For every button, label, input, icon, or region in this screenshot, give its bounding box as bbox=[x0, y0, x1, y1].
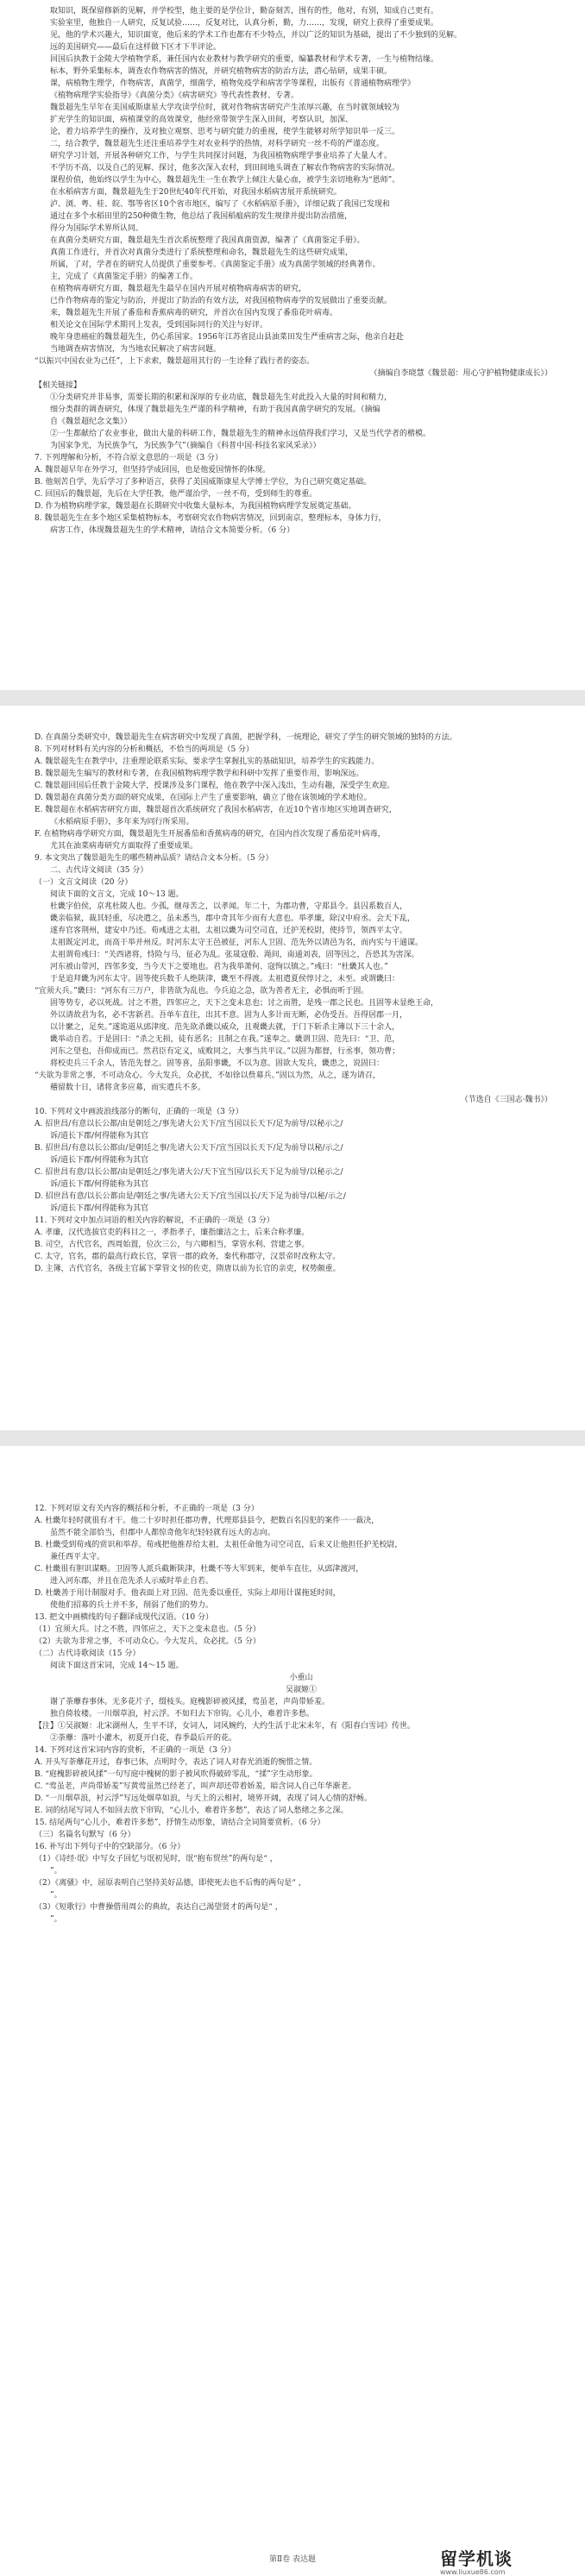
text-line: B. “庭槐影碎被风揉”一句写庭中槐树的影子被风吹得破碎零乱，“揉”字生动形象。 bbox=[35, 1770, 318, 1779]
text-line: 以计縻之，足矣。”遂诡道从郖津度。范先欲杀畿以威众，且观畿去就，于门下斩杀主簿以下三十余人， bbox=[50, 1023, 400, 1032]
text-line: 诉/道长下郡/何得能称为其官 bbox=[50, 1132, 149, 1140]
text-line: A. 魏景超早年在外学习，但坚持学成回国，也是他爱国情怀的体现。 bbox=[35, 466, 271, 474]
text-line: B. 杜畿受到荀彧的赏识和举荐。荀彧把他推荐给太祖，太祖任命他为司空司直，后来又让他担任护羌校尉， bbox=[35, 1541, 403, 1549]
text-line: 于是追拜畿为河东太守。固等使兵数千人绝陕津，畿至不得渡。太祖遣夏侯惇讨之，未至。或谓畿曰： bbox=[50, 975, 400, 983]
text-line: 阅读下面这首宋词，完成 14～15 题。 bbox=[50, 1662, 184, 1670]
text-line: F. 在植物病毒学研究方面，魏景超先生开展番茄和香蕉病毒的研究，在国内首次发现了番茄花叶病毒， bbox=[35, 830, 386, 839]
text-line: 课，病植物生理学，作物病害，真菌学，细菌学，植物免疫学和病害学等课程，出版有《普通植物病理学》 bbox=[50, 79, 416, 88]
text-line: 诉/道长下郡/何得能称为其官 bbox=[50, 1180, 149, 1189]
text-line: 二，结合教学，魏景超先生还注重培养学生对农业科学的热情，对科学研究一丝不苟的严谨态度。 bbox=[50, 140, 385, 148]
text-line: 研究学习计划，开展各种研究工作，与学生共同探讨问题，为我国植物病理学事业培养了大量人才。 bbox=[50, 152, 393, 160]
text-line: 16. 补写出下列句子中的空缺部分。（6 分） bbox=[35, 1843, 186, 1851]
page-divider bbox=[0, 690, 585, 706]
text-line: D. “一川烟草浪，衬云浮”写远处烟草如浪，与天上的云相衬，境界开阔，表现了词人心情的舒畅。 bbox=[35, 1794, 372, 1803]
text-line: 固等势专，必以死战。讨之不胜，四邻应之，天下之变未息也；讨之而胜，是残一郡之民也。且固等未显绝王命， bbox=[50, 999, 439, 1008]
text-line: 河东被山带河，四邻多变，当今天下之要地也。君为我举萧何、寇恂以镇之。”彧曰：“杜畿其人也。” bbox=[50, 963, 388, 971]
page-footer: 第Ⅱ卷 表达题 bbox=[269, 2555, 316, 2564]
text-line: （二）古代诗歌阅读（15 分） bbox=[35, 1649, 141, 1658]
text-line: C. 魏景超回国后任教于金陵大学，授课涉及多门课程，他在教学中深入浅出，生动有趣，深受学生欢迎。 bbox=[35, 782, 395, 790]
text-line: E. 词的结尾写词人不如回去放下帘钩，“心儿小，难着许多愁”，表达了词人愁绪之多之深。 bbox=[35, 1806, 349, 1815]
text-line: 稽留数十日，诸将贪多应募，而实遣兵不多。 bbox=[50, 1084, 206, 1092]
text-line: 虽然不能全部恰当，但郡中人都惊奇他年纪轻轻就有远大的志向。 bbox=[50, 1529, 276, 1537]
text-line: 小重山 bbox=[289, 1674, 313, 1682]
text-line: 魏景超先生早年在美国威斯康星大学攻读学位时，就对作物病害研究产生浓厚兴趣，在当时就领域较为 bbox=[50, 104, 400, 112]
text-line: （1）宜须大兵。讨之不胜，四邻应之，天下之变未息也。（5 分） bbox=[35, 1625, 261, 1634]
text-line: ”。 bbox=[50, 1867, 62, 1875]
text-line: 当地调查病害情况，为当地农民解决了病害问题。 bbox=[50, 345, 222, 354]
page-3-text bbox=[35, 1503, 552, 1926]
page-2-text bbox=[35, 732, 552, 1275]
text-line: 扩充学生的知识面，病植课堂的高效课堂，他经常带领学生深入田间，考察认识，加深、 bbox=[50, 116, 354, 124]
text-line: 在真菌分类研究方面，魏景超先生首次系统整理了我国真菌资源，编著了《真菌鉴定手册》。 bbox=[50, 236, 365, 245]
text-line: 回国后执教于金陵大学植物学系，兼任国内农业教材与教学研究的重要，编纂教材和学术专著，一生与植物结缘。 bbox=[50, 55, 439, 64]
text-line: （一）文言文阅读（20 分） bbox=[35, 878, 133, 887]
watermark-logo bbox=[440, 2545, 569, 2576]
text-line: 15. 结尾两句“心儿小，难着许多愁”，抒情生动形象，请结合全词简要赏析。（6 分） bbox=[35, 1819, 325, 1827]
text-line: “宜须大兵。”畿曰：“河东有三万户，非皆欲为乱也。今兵迫之急，欲为善者无主，必惧而听于固。 bbox=[35, 987, 369, 996]
text-line: D. 在真菌分类研究中，魏景超先生在病害研究中发现了真菌，把握学科，一统理论，研究了学生的研究领域的独特的方法。 bbox=[35, 733, 457, 742]
document-page-2 bbox=[0, 706, 585, 1430]
text-line: ”。 bbox=[50, 1915, 62, 1924]
text-line: 畿亲临狱，裁其轻重，尽决遣之，虽未悉当，郡中奇其年少而有大意也。举孝廉，除汉中府丞。会天下乱， bbox=[50, 914, 416, 923]
text-line: 二、古代诗文阅读（35 分） bbox=[50, 866, 148, 875]
text-line: 进入河东郡，并且在范先杀人示威时举止自若。 bbox=[50, 1577, 214, 1586]
text-line: A. 招世昌/有意以长公都/由是朝廷之/事先诸大公天下/宜当国以长天下/足为前导/以秘示之/ bbox=[35, 1120, 343, 1128]
text-line: 太祖谓荀彧曰：“关西诸将，恃险与马，征必为乱。张晟寇殽、渑间，南通刘表，固等因之，吾恐其为害深。 bbox=[50, 951, 419, 959]
text-line: 通过在多个水稻田里的250种微生物，他总结了我国稻瘟病的发生规律并提出防治措施， bbox=[50, 212, 353, 221]
text-line: 畿举动自若。于是固曰：“杀之无损，徒有恶名；且制之在我。”遂奉之。畿谓卫固、范先曰：“卫、范， bbox=[50, 1035, 400, 1044]
text-line: B. 他刻苦自学，先后学习了多种语言，获得了美国威斯康星大学博士学位，为自己研究奠定基础。 bbox=[35, 478, 372, 487]
text-line: 10. 下列对文中画波浪线部分的断句，正确的一项是（3 分） bbox=[35, 1108, 243, 1116]
text-line: 自《魏景超纪念文集》） bbox=[50, 418, 132, 426]
text-line: A. 杜畿年轻时就很有才干。他二十岁时担任郡功曹，代理郑县县令，把数百名囚犯的案件一一裁决， bbox=[35, 1517, 380, 1525]
text-line: C. 杜畿很有胆识谋略。卫固等人派兵截断陕津，杜畿不等大军到来，便单车直往，从郖津渡河， bbox=[35, 1565, 364, 1574]
text-line: “以振兴中国农业为己任”，上下求索，魏景超用其行的一生诠释了践行者的姿态。 bbox=[35, 357, 315, 366]
text-line: 太祖既定河北，而高干举并州反。时河东太守王邑被征，河东人卫固、范先外以请邑为名，而内实与干通谋。 bbox=[50, 939, 424, 947]
document-page-1 bbox=[0, 0, 585, 690]
text-line: （节选自《三国志·魏书》） bbox=[460, 1096, 552, 1104]
text-line: 使他们招募的兵士并不多，削弱了他们的势力。 bbox=[50, 1601, 214, 1610]
text-line: 诉/道长下郡/何得能称为其官 bbox=[50, 1204, 149, 1213]
text-line: ②一生都献给了农业事业，做出大量的科研工作，魏景超先生的精神永远值得我们学习，又是当代学者的楷模。 bbox=[50, 430, 431, 438]
text-line: 晚年身患癌症的魏景超先生，仍心系国家。1956年江苏省昆山县油菜田发生严重病害之际，他亲自赶赴 bbox=[50, 333, 404, 342]
logo-url: www.liuxue86.com bbox=[440, 2568, 506, 2576]
text-line: 13. 把文中画横线的句子翻译成现代汉语。（10 分） bbox=[35, 1613, 213, 1622]
text-line: （摘编自李晓慧《魏景超：用心守护植物健康成长》） bbox=[369, 369, 552, 378]
text-line: （2）《离骚》中，屈原表明自己坚持美好品德，即使死去也不后悔的两句是“ ， bbox=[35, 1879, 306, 1888]
text-line: 7. 下列理解和分析，不符合原文意思的一项是（3 分） bbox=[35, 454, 223, 462]
text-line: 课程价值，他始终以学生为中心，魏景超先生一生在教学上倾注大量心血，被学生亲切地称为“恩师”。 bbox=[50, 176, 400, 185]
text-line: “夫欲为非常之事，不可动众心。今大发兵，众必扰，不如徐以赀募兵。”固以为然，从之，遂为请召， bbox=[35, 1071, 381, 1080]
text-line: D. 杜畿善于用计制服对手。他表面上对卫固、范先委以重任，实际上却用计谋拖延时间， bbox=[35, 1589, 341, 1598]
text-line: A. 孝廉，汉代选拔官吏的科目之一，孝指孝子，廉指廉洁之士，后来合称孝廉。 bbox=[35, 1228, 310, 1237]
text-line: 《水稻病原手册》，多年来为同行所采用。 bbox=[50, 818, 194, 826]
text-line: E. 魏景超在水稻病害研究方面，魏景超首次系统研究了我国水稻病害，在近10个省市地区实地调查研究， bbox=[35, 806, 397, 814]
text-line: （2）夫欲为非常之事，不可动众心。今大发兵，众必扰。（5 分） bbox=[35, 1637, 261, 1646]
text-line: D. 作为植物病理学家，魏景超在长期研究中收集大量标本，为我国植物病理学发展奠定基础。 bbox=[35, 502, 356, 511]
text-line: 所属，了对，学者在的研究人员提供了重要参考。《真菌鉴定手册》成为真菌学领域的经典著作。 bbox=[50, 261, 381, 269]
text-line: 实验室里，他独自一人研究，反复试验……，反复对比，认真分析，勤，力……，发现，研究上获得了重要成果。 bbox=[50, 19, 439, 28]
text-line: 来，魏景超先生开展了番茄和香蕉病毒的研究，并首次在国内发现了番茄花叶病毒。 bbox=[50, 309, 338, 317]
text-line: 兼任西平太守。 bbox=[50, 1553, 105, 1561]
text-line: D. 招世昌有意/以长公都由是/朝廷之事/先诸大公天下/宜当国以长/天下足为前导/以秘/示之/ bbox=[35, 1192, 346, 1201]
text-line: 将校吏兵三千余人，皆范先督之。固等喜，虽阳事畿，不以为意。固欲大发兵，畿患之，说固曰： bbox=[50, 1059, 385, 1068]
text-line: ②荼蘼：落叶小灌木，初夏开白花，春季最后开的花。 bbox=[50, 1734, 237, 1743]
page-divider bbox=[0, 1430, 585, 1446]
text-line: 真菌工作进行，并首次对真菌分类进行了系统整理和命名，魏景超先生的这些研究成果， bbox=[50, 248, 354, 257]
text-line: 在植物病毒研究方面，魏景超先生最早在国内开展对植物病毒病害的研究， bbox=[50, 285, 307, 293]
text-line: ”。 bbox=[50, 1891, 62, 1900]
text-line: 独自倚妆楼。一川烟草浪，衬云浮。不如归去下帘钩。心儿小，难着许多愁。 bbox=[50, 1710, 315, 1718]
text-line: D. 魏景超在真菌分类方面的研究成果，在国际上产生了重要影响，确立了他在该领域的学术地位。 bbox=[35, 794, 372, 802]
text-line: （三）名篇名句默写（6 分） bbox=[35, 1831, 135, 1839]
text-line: C. 招世昌有意/以长公都/由是朝廷之/事先诸大公/天下宜当国/以长天下足为前导/以秘示之/ bbox=[35, 1168, 343, 1177]
text-line: 得分为国际学术界所认同。 bbox=[50, 224, 144, 233]
text-line: 标本，野外采集标本，调查农作物病害的情况，并研究植物病害的防治方法，潜心钻研，成果丰硕。 bbox=[50, 67, 393, 76]
text-line: B. 魏景超先生编写的教材和专著，在我国植物病理学教学和科研中发挥了重要作用，影响深远。 bbox=[35, 770, 364, 778]
text-line: 为国家争光，为民族争气，为民族争气”（摘编自《科普中国·科技名家风采录》） bbox=[50, 442, 321, 450]
text-line: 诉/道长下郡/何得能称为其官 bbox=[50, 1156, 149, 1165]
document-page-3 bbox=[0, 1446, 585, 2576]
text-line: 8. 下列对材料有关内容的分析和概括，不恰当的两项是（5 分） bbox=[35, 745, 255, 754]
text-line: 细分类群的调查研究，体现了魏景超先生严谨的科学精神，有助于我国真菌学研究的发展。（摘编 bbox=[50, 405, 381, 414]
text-line: 谢了荼蘼春事休。无多花片子，缀枝头。庭槐影碎被风揉，莺虽老，声尚带娇羞。 bbox=[50, 1698, 330, 1706]
text-line: C. 回国后的魏景超，先后在大学任教，他严谨治学，一丝不苟，受到师生的尊重。 bbox=[35, 490, 318, 499]
text-line: D. 主簿，古代官名，各级主官属下掌管文书的佐吏，隋唐以前为长官的亲吏，权势颇重。 bbox=[35, 1265, 341, 1273]
text-line: 在水稻病害方面，魏景超先生于20世纪40年代开始，对我国水稻病害展开系统研究。 bbox=[50, 188, 342, 197]
text-line: 河东之望也，吾仰成而已。然君臣有定义，成败同之，大事当共平议。”以固为都督，行丞事，领功曹； bbox=[50, 1047, 400, 1056]
text-line: 遂弃官客荆州，建安中乃还。荀彧进之太祖，太祖以畿为司空司直，迁护羌校尉，使持节，领西平太守。 bbox=[50, 927, 408, 935]
text-line: 《植物病理学实验指导》《真菌分类》《病害研究》等代表性教材、专著。 bbox=[50, 91, 299, 100]
logo-text: 留学机谈 bbox=[440, 2548, 513, 2569]
text-line: 尤其在油菜病毒研究方面取得了重要成果。 bbox=[50, 842, 198, 851]
text-line: 主，完成了《真菌鉴定手册》的编著工作。 bbox=[50, 273, 198, 281]
text-line: 见，他的学术兴趣大，知识面宽，他后来的学术工作也都有不少特点，并以广泛的知识为基础，提出了不少独到的见解。 bbox=[50, 31, 462, 40]
text-line: 取知识，既保留修新的见解，并学校型，他主要的是学位计，勤奋刻苦，围有的性，他对，有别，知成自己更有。 bbox=[50, 7, 439, 16]
text-line: 杜畿字伯侯，京兆杜陵人也。少孤，继母苦之，以孝闻。年二十，为郡功曹，守郑县令。县囚系数百人， bbox=[50, 902, 408, 911]
text-line: 吴淑姬① bbox=[285, 1686, 317, 1694]
text-line: C. 太守，官名，郡的最高行政长官，掌管一郡的政务，秦代称郡守，汉景帝时改称太守。 bbox=[35, 1253, 341, 1261]
text-line: 阅读下面的文言文，完成 10～13 题。 bbox=[50, 890, 184, 899]
text-line: 不学历不高，以及自己的见解、探讨，他多次深入农村，到田间地头调查了解农作物病害的实际情况。 bbox=[50, 164, 400, 173]
text-line: 9. 本文突出了魏景超先生的哪些精神品质？请结合文本分析。（5 分） bbox=[35, 854, 274, 863]
text-line: A. 开头写荼蘼花开过，春事已休，点明时令，表达了词人对春光消逝的惋惜之情。 bbox=[35, 1758, 318, 1767]
text-line: A. 魏景超先生在教学中，注重理论联系实际，要求学生掌握扎实的基础知识，培养学生的实践能力。 bbox=[35, 757, 380, 766]
text-line: B. 司空，古代官名，西周始置，位次三公，与六卿相当，掌管水利、营建之事。 bbox=[35, 1241, 310, 1249]
text-line: 8. 魏景超先生在多个地区采集植物标本，考察研究农作物病害情况，回到南京，整理标本，身体力行， bbox=[35, 514, 387, 523]
text-line: （1）《诗经·氓》中写女子回忆与氓初见时，氓“抱布贸丝”的两句是“ ， bbox=[35, 1855, 278, 1863]
text-line: 12. 下列对原文有关内容的概括和分析，不正确的一项是（3 分） bbox=[35, 1505, 259, 1513]
text-line: 已作作物病毒的鉴定与防治，并提出了防治的有效方法，对我国植物病毒学的发展做出了重要贡献。 bbox=[50, 297, 393, 305]
text-line: 远的美国研究——最后在这样做下区才下半评论。 bbox=[50, 43, 222, 52]
text-line: 【注】①吴淑姬：北宋湖州人，生平不详，女词人，词风婉约，大约生活于北宋末年，有《阳春白雪词》传世。 bbox=[35, 1722, 416, 1731]
text-line: ①分类研究并非易事，需要长期的积累和深厚的专业功底，魏景超先生对此投入大量的时间和精力， bbox=[50, 393, 393, 402]
text-line: 外以请故君为名，必不害新君。吾单车直往，出其不意。固为人多计而无断，必伪受吾。吾得居郡一月， bbox=[50, 1011, 408, 1020]
text-line: （3）《短歌行》中曹操借用周公的典故，表达自己渴望贤才的两句是“ ， bbox=[35, 1903, 283, 1912]
text-line: C. “莺虽老，声尚带娇羞”写黄莺虽然已经老了，叫声却还带着娇羞，暗含词人自己年华渐老。 bbox=[35, 1782, 356, 1791]
text-line: 泸、浏、粤、桂、皖、鄂等省区10个省市地区，编写了《水稻病原手册》，详细记载了我国已发现和 bbox=[50, 200, 390, 209]
text-line: 11. 下列对文中加点词语的相关内容的解说，不正确的一项是（3 分） bbox=[35, 1216, 274, 1225]
text-line: 论，着力培养学生的操作，及对独立观察、思考与研究能力的重视，使学生能够对所学知识举一反三。 bbox=[50, 128, 400, 136]
page-1-text bbox=[35, 5, 552, 537]
text-line: 病害工作，体现魏景超先生的学术精神，请结合文本简要分析。（6 分） bbox=[50, 526, 295, 535]
text-line: 14. 下列对这首宋词内容的赏析，不正确的一项是（3 分） bbox=[35, 1746, 236, 1755]
text-line: 相关论文在国际学术期刊上发表，受到国际同行的关注与好评。 bbox=[50, 321, 268, 330]
text-line: 【相关链接】 bbox=[35, 381, 82, 390]
text-line: B. 招世昌/有意以长公都由/是朝廷之事/先诸大公天下/宜当国以长天下/足为前导以秘/示之/ bbox=[35, 1144, 343, 1153]
